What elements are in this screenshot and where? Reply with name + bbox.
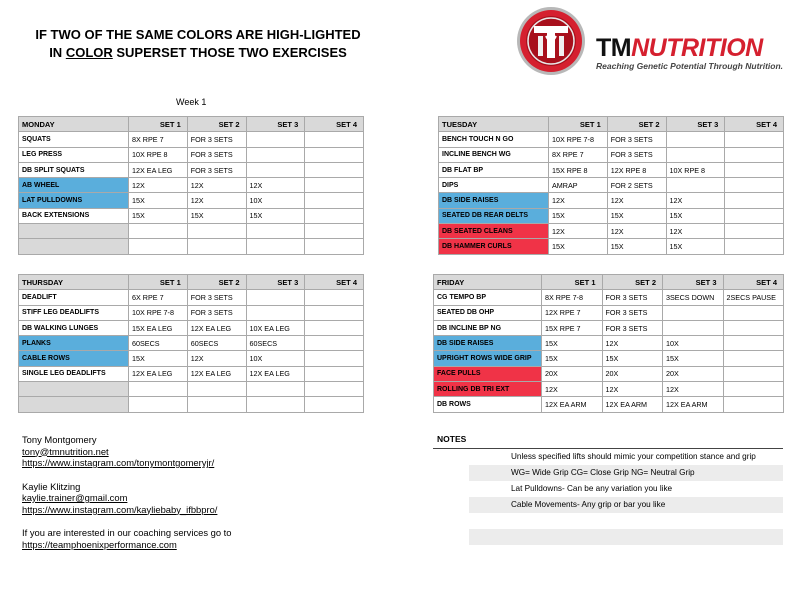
- set-cell[interactable]: [246, 147, 305, 162]
- set-cell[interactable]: 15X RPE 7: [542, 320, 603, 335]
- set-cell[interactable]: [725, 193, 784, 208]
- set-cell[interactable]: 12X EA LEG: [187, 320, 246, 335]
- table-row: [19, 239, 364, 254]
- set-cell[interactable]: [305, 336, 364, 351]
- set-cell[interactable]: 12X: [549, 193, 608, 208]
- set-header: SET 4: [725, 117, 784, 132]
- exercise-cell[interactable]: UPRIGHT ROWS WIDE GRIP: [434, 351, 542, 366]
- instructions-line-1: IF TWO OF THE SAME COLORS ARE HIGH-LIGHTED: [35, 27, 361, 42]
- set-cell[interactable]: 15X: [129, 351, 188, 366]
- set-cell[interactable]: 12X EA ARM: [663, 397, 724, 412]
- instagram-link[interactable]: https://www.instagram.com/kayliebaby_ifbbpro/: [22, 503, 218, 515]
- set-cell[interactable]: 15X EA LEG: [129, 320, 188, 335]
- note-item: [469, 513, 783, 529]
- exercise-cell[interactable]: DB FLAT BP: [439, 162, 549, 177]
- instructions-line-2: [28, 44, 368, 62]
- table-row: [434, 336, 784, 351]
- set-cell[interactable]: FOR 3 SETS: [602, 320, 663, 335]
- set-header: SET 3: [663, 275, 724, 290]
- set-cell[interactable]: 6X RPE 7: [129, 290, 188, 305]
- set-cell[interactable]: [246, 132, 305, 147]
- set-header: SET 2: [187, 275, 246, 290]
- set-cell[interactable]: 12X: [607, 193, 666, 208]
- set-cell[interactable]: [725, 147, 784, 162]
- email-link[interactable]: tony@tmnutrition.net: [22, 445, 109, 457]
- set-header: SET 3: [246, 275, 305, 290]
- set-cell[interactable]: [305, 382, 364, 397]
- set-cell[interactable]: [129, 239, 188, 254]
- exercise-cell[interactable]: DB SEATED CLEANS: [439, 224, 549, 239]
- set-header: SET 1: [129, 275, 188, 290]
- set-cell[interactable]: [725, 162, 784, 177]
- exercise-cell[interactable]: [19, 397, 129, 412]
- set-cell[interactable]: 12X: [246, 178, 305, 193]
- set-cell[interactable]: [305, 162, 364, 177]
- set-cell[interactable]: 20X: [663, 366, 724, 381]
- exercise-cell[interactable]: DB SPLIT SQUATS: [19, 162, 129, 177]
- note-item: WG= Wide Grip CG= Close Grip NG= Neutral Grip: [469, 465, 783, 481]
- brand-name-tm: TM: [596, 34, 632, 62]
- set-cell[interactable]: [725, 178, 784, 193]
- table-row: [19, 336, 364, 351]
- set-cell[interactable]: 12X: [602, 382, 663, 397]
- set-cell[interactable]: [663, 305, 724, 320]
- set-cell[interactable]: 12X EA ARM: [542, 397, 603, 412]
- exercise-cell[interactable]: DB SIDE RAISES: [439, 193, 549, 208]
- brand-block: [596, 35, 796, 71]
- set-cell[interactable]: 15X: [663, 351, 724, 366]
- set-cell[interactable]: 12X: [187, 178, 246, 193]
- set-header: SET 1: [549, 117, 608, 132]
- table-row: [19, 351, 364, 366]
- set-cell[interactable]: 15X: [549, 208, 608, 223]
- set-cell[interactable]: 20X: [542, 366, 603, 381]
- table-row: [19, 208, 364, 223]
- table-row: [19, 366, 364, 381]
- exercise-cell[interactable]: DB SIDE RAISES: [434, 336, 542, 351]
- set-cell[interactable]: 12X EA LEG: [246, 366, 305, 381]
- day-label: THURSDAY: [19, 275, 129, 290]
- exercise-cell[interactable]: DIPS: [439, 178, 549, 193]
- table-row: [439, 193, 784, 208]
- set-cell[interactable]: [246, 397, 305, 412]
- thursday-table: [18, 274, 364, 413]
- set-cell[interactable]: [129, 382, 188, 397]
- set-cell[interactable]: 15X: [187, 208, 246, 223]
- set-cell[interactable]: [129, 397, 188, 412]
- set-cell[interactable]: [305, 351, 364, 366]
- brand-name: [596, 35, 796, 61]
- set-cell[interactable]: 20X: [602, 366, 663, 381]
- table-row: [434, 366, 784, 381]
- table-row: [19, 132, 364, 147]
- table-row: [439, 178, 784, 193]
- set-cell[interactable]: [725, 224, 784, 239]
- tm-logo-seal: [516, 6, 586, 76]
- set-cell[interactable]: 15X RPE 8: [549, 162, 608, 177]
- instructions-text: SUPERSET THOSE TWO EXERCISES: [112, 45, 347, 60]
- set-cell[interactable]: FOR 3 SETS: [187, 147, 246, 162]
- table-row: [439, 147, 784, 162]
- exercise-cell[interactable]: AB WHEEL: [19, 178, 129, 193]
- email-link[interactable]: kaylie.trainer@gmail.com: [22, 492, 128, 503]
- table-row: [434, 351, 784, 366]
- set-cell[interactable]: 8X RPE 7-8: [542, 290, 603, 305]
- table-header-row: [434, 275, 784, 290]
- contact-info: [22, 434, 232, 550]
- set-cell[interactable]: 10X EA LEG: [246, 320, 305, 335]
- set-header: SET 4: [723, 275, 784, 290]
- exercise-cell[interactable]: BENCH TOUCH N GO: [439, 132, 549, 147]
- set-cell[interactable]: [246, 305, 305, 320]
- table-row: [439, 224, 784, 239]
- day-label: MONDAY: [19, 117, 129, 132]
- table-row: [434, 290, 784, 305]
- set-cell[interactable]: 12X RPE 8: [607, 162, 666, 177]
- set-cell[interactable]: 8X RPE 7: [129, 132, 188, 147]
- set-cell[interactable]: 12X: [666, 193, 725, 208]
- set-cell[interactable]: [725, 239, 784, 254]
- set-cell[interactable]: 12X: [663, 382, 724, 397]
- set-cell[interactable]: [187, 382, 246, 397]
- set-cell[interactable]: 12X: [187, 351, 246, 366]
- exercise-cell[interactable]: [19, 382, 129, 397]
- set-cell[interactable]: [663, 320, 724, 335]
- set-cell[interactable]: 12X EA LEG: [129, 162, 188, 177]
- set-cell[interactable]: 12X: [542, 382, 603, 397]
- table-row: [19, 290, 364, 305]
- exercise-cell[interactable]: BACK EXTENSIONS: [19, 208, 129, 223]
- table-row: [19, 224, 364, 239]
- set-cell[interactable]: [305, 366, 364, 381]
- set-cell[interactable]: 2SECS PAUSE: [723, 290, 784, 305]
- set-cell[interactable]: [187, 397, 246, 412]
- coaching-text: If you are interested in our coaching services go to: [22, 527, 232, 538]
- set-header: SET 4: [305, 117, 364, 132]
- set-cell[interactable]: [723, 351, 784, 366]
- set-cell[interactable]: 12X EA ARM: [602, 397, 663, 412]
- set-cell[interactable]: [305, 193, 364, 208]
- set-cell[interactable]: FOR 3 SETS: [602, 305, 663, 320]
- set-cell[interactable]: [725, 132, 784, 147]
- set-cell[interactable]: [666, 132, 725, 147]
- set-cell[interactable]: [305, 397, 364, 412]
- note-item: Unless specified lifts should mimic your competition stance and grip: [511, 452, 756, 461]
- set-cell[interactable]: 15X: [666, 208, 725, 223]
- notes-section: [433, 434, 783, 561]
- set-cell[interactable]: 15X: [129, 208, 188, 223]
- table-row: [19, 382, 364, 397]
- exercise-cell[interactable]: CABLE ROWS: [19, 351, 129, 366]
- set-cell[interactable]: FOR 3 SETS: [187, 132, 246, 147]
- instructions-text: IN: [49, 45, 66, 60]
- notes-title: NOTES: [433, 434, 783, 449]
- set-cell[interactable]: [723, 336, 784, 351]
- set-cell[interactable]: [305, 305, 364, 320]
- set-cell[interactable]: 12X RPE 7: [542, 305, 603, 320]
- set-cell[interactable]: 12X EA LEG: [187, 366, 246, 381]
- set-cell[interactable]: 10X: [246, 193, 305, 208]
- week-label: Week 1: [176, 97, 207, 107]
- table-row: [19, 178, 364, 193]
- friday-table: [433, 274, 784, 413]
- set-cell[interactable]: FOR 3 SETS: [602, 290, 663, 305]
- set-header: SET 3: [246, 117, 305, 132]
- table-row: [19, 320, 364, 335]
- set-cell[interactable]: [723, 397, 784, 412]
- set-header: SET 1: [542, 275, 603, 290]
- instagram-link[interactable]: https://www.instagram.com/tonymontgomeryjr/: [22, 457, 215, 468]
- set-cell[interactable]: [246, 239, 305, 254]
- set-cell[interactable]: [246, 382, 305, 397]
- exercise-cell[interactable]: CG TEMPO BP: [434, 290, 542, 305]
- note-item: Lat Pulldowns- Can be any variation you like: [511, 484, 673, 493]
- table-row: [19, 147, 364, 162]
- set-cell[interactable]: 12X: [129, 178, 188, 193]
- set-cell[interactable]: 15X: [607, 208, 666, 223]
- exercise-cell[interactable]: FACE PULLS: [434, 366, 542, 381]
- set-cell[interactable]: [666, 178, 725, 193]
- set-cell[interactable]: FOR 3 SETS: [187, 305, 246, 320]
- set-cell[interactable]: 15X: [542, 336, 603, 351]
- note-item: [469, 545, 783, 561]
- exercise-cell[interactable]: SEATED DB OHP: [434, 305, 542, 320]
- table-row: [439, 208, 784, 223]
- monday-table: [18, 116, 364, 255]
- exercise-cell[interactable]: DB ROWS: [434, 397, 542, 412]
- set-header: SET 2: [187, 117, 246, 132]
- set-cell[interactable]: 8X RPE 7: [549, 147, 608, 162]
- set-header: SET 3: [666, 117, 725, 132]
- set-header: SET 4: [305, 275, 364, 290]
- set-cell[interactable]: [723, 366, 784, 381]
- set-cell[interactable]: 10X RPE 8: [666, 162, 725, 177]
- set-cell[interactable]: [305, 132, 364, 147]
- table-header-row: [439, 117, 784, 132]
- table-row: [439, 132, 784, 147]
- set-cell[interactable]: FOR 3 SETS: [187, 290, 246, 305]
- table-header-row: [19, 275, 364, 290]
- exercise-cell[interactable]: SEATED DB REAR DELTS: [439, 208, 549, 223]
- exercise-cell[interactable]: STIFF LEG DEADLIFTS: [19, 305, 129, 320]
- table-row: [19, 162, 364, 177]
- set-cell[interactable]: [305, 208, 364, 223]
- set-cell[interactable]: [666, 147, 725, 162]
- brand-tagline: Reaching Genetic Potential Through Nutrition.: [596, 61, 784, 71]
- set-cell[interactable]: 12X: [549, 224, 608, 239]
- set-cell[interactable]: 15X: [666, 239, 725, 254]
- set-cell[interactable]: 15X: [246, 208, 305, 223]
- table-row: [434, 382, 784, 397]
- set-cell[interactable]: 10X RPE 7-8: [129, 305, 188, 320]
- table-row: [439, 239, 784, 254]
- set-cell[interactable]: 10X: [246, 351, 305, 366]
- set-cell[interactable]: FOR 3 SETS: [187, 162, 246, 177]
- brand-name-nutrition: NUTRITION: [631, 34, 763, 62]
- set-cell[interactable]: FOR 3 SETS: [607, 147, 666, 162]
- table-row: [434, 305, 784, 320]
- table-row: [434, 320, 784, 335]
- set-cell[interactable]: 15X: [602, 351, 663, 366]
- set-cell[interactable]: 3SECS DOWN: [663, 290, 724, 305]
- set-cell[interactable]: FOR 2 SETS: [607, 178, 666, 193]
- superset-instructions: [28, 26, 368, 62]
- table-row: [439, 162, 784, 177]
- set-cell[interactable]: 15X: [549, 239, 608, 254]
- set-cell[interactable]: [305, 290, 364, 305]
- exercise-cell[interactable]: [19, 224, 129, 239]
- set-header: SET 1: [129, 117, 188, 132]
- table-row: [19, 193, 364, 208]
- note-item: [469, 529, 783, 545]
- set-cell[interactable]: AMRAP: [549, 178, 608, 193]
- coaching-link[interactable]: https://teamphoenixperformance.com: [22, 538, 177, 550]
- exercise-cell[interactable]: LAT PULLDOWNS: [19, 193, 129, 208]
- set-cell[interactable]: [305, 178, 364, 193]
- tuesday-table: [438, 116, 784, 255]
- notes-list: [433, 449, 783, 561]
- set-cell[interactable]: 15X: [542, 351, 603, 366]
- set-cell[interactable]: [723, 382, 784, 397]
- set-cell[interactable]: [246, 290, 305, 305]
- coach-name: Kaylie Klitzing: [22, 480, 81, 492]
- set-cell[interactable]: 15X: [129, 193, 188, 208]
- set-cell[interactable]: [723, 305, 784, 320]
- set-cell[interactable]: [129, 224, 188, 239]
- set-cell[interactable]: [246, 224, 305, 239]
- set-cell[interactable]: 12X EA LEG: [129, 366, 188, 381]
- exercise-cell[interactable]: DEADLIFT: [19, 290, 129, 305]
- instructions-underlined-word: COLOR: [65, 45, 113, 60]
- set-cell[interactable]: [305, 320, 364, 335]
- set-cell[interactable]: 12X: [602, 336, 663, 351]
- set-cell[interactable]: 12X: [187, 193, 246, 208]
- set-header: SET 2: [607, 117, 666, 132]
- set-cell[interactable]: [187, 224, 246, 239]
- set-cell[interactable]: 12X: [607, 224, 666, 239]
- set-cell[interactable]: 10X: [663, 336, 724, 351]
- coach-name: Tony Montgomery: [22, 434, 97, 445]
- exercise-cell[interactable]: DB HAMMER CURLS: [439, 239, 549, 254]
- table-header-row: [19, 117, 364, 132]
- set-cell[interactable]: [246, 162, 305, 177]
- note-item: Cable Movements- Any grip or bar you like: [469, 497, 783, 513]
- table-row: [19, 305, 364, 320]
- set-cell[interactable]: [305, 147, 364, 162]
- set-cell[interactable]: 12X: [666, 224, 725, 239]
- exercise-cell[interactable]: ROLLING DB TRI EXT: [434, 382, 542, 397]
- set-cell[interactable]: [725, 208, 784, 223]
- exercise-cell[interactable]: DB WALKING LUNGES: [19, 320, 129, 335]
- set-cell[interactable]: FOR 3 SETS: [607, 132, 666, 147]
- exercise-cell[interactable]: [19, 239, 129, 254]
- set-cell[interactable]: 60SECS: [246, 336, 305, 351]
- set-cell[interactable]: 60SECS: [187, 336, 246, 351]
- set-cell[interactable]: [305, 224, 364, 239]
- set-cell[interactable]: 60SECS: [129, 336, 188, 351]
- exercise-cell[interactable]: PLANKS: [19, 336, 129, 351]
- exercise-cell[interactable]: SINGLE LEG DEADLIFTS: [19, 366, 129, 381]
- day-label: FRIDAY: [434, 275, 542, 290]
- table-row: [434, 397, 784, 412]
- table-row: [19, 397, 364, 412]
- set-cell[interactable]: [187, 239, 246, 254]
- day-label: TUESDAY: [439, 117, 549, 132]
- exercise-cell[interactable]: DB INCLINE BP NG: [434, 320, 542, 335]
- set-header: SET 2: [602, 275, 663, 290]
- set-cell[interactable]: 10X RPE 7-8: [549, 132, 608, 147]
- exercise-cell[interactable]: LEG PRESS: [19, 147, 129, 162]
- exercise-cell[interactable]: INCLINE BENCH WG: [439, 147, 549, 162]
- set-cell[interactable]: [305, 239, 364, 254]
- set-cell[interactable]: 15X: [607, 239, 666, 254]
- set-cell[interactable]: [723, 320, 784, 335]
- set-cell[interactable]: 10X RPE 8: [129, 147, 188, 162]
- exercise-cell[interactable]: SQUATS: [19, 132, 129, 147]
